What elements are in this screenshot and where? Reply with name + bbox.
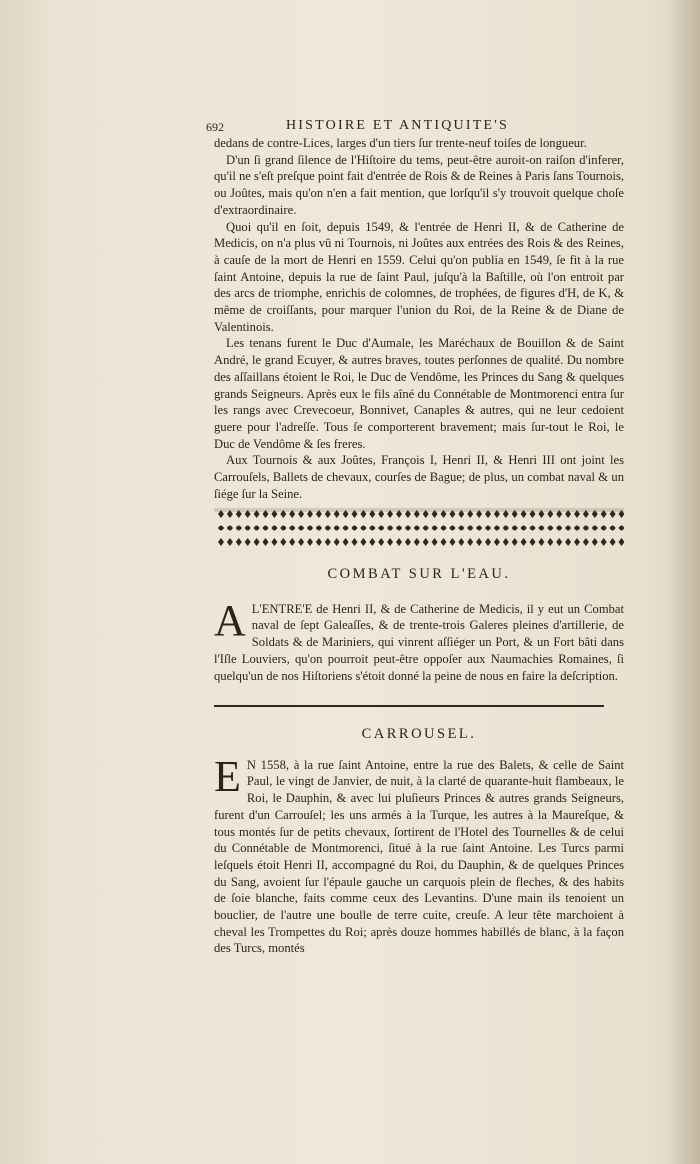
fleuron-glyph [494, 526, 500, 531]
fleuron-glyph [245, 538, 251, 546]
fleuron-glyph [298, 526, 304, 531]
fleuron-glyph [556, 538, 562, 546]
fleuron-glyph [227, 538, 233, 546]
fleuron-glyph [512, 538, 518, 546]
fleuron-glyph [485, 538, 491, 546]
fleuron-glyph [236, 538, 242, 546]
fleuron-glyph [423, 526, 429, 531]
fleuron-glyph [263, 538, 269, 546]
fleuron-glyph [512, 526, 518, 531]
fleuron-glyph [360, 538, 366, 546]
drop-cap: A [214, 595, 246, 645]
fleuron-glyph [405, 526, 411, 531]
fleuron-glyph [289, 538, 295, 546]
fleuron-glyph [325, 526, 331, 531]
section-title: COMBAT SUR L'EAU. [327, 566, 511, 582]
running-title: HISTOIRE ET ANTIQUITE'S [286, 118, 509, 133]
fleuron-glyph [432, 526, 438, 531]
fleuron-glyph [352, 538, 358, 546]
fleuron-glyph [485, 526, 491, 531]
fleuron-glyph [476, 526, 482, 531]
fleuron-glyph [334, 538, 340, 546]
fleuron-glyph [227, 526, 233, 531]
paragraph: D'un ſi grand ſilence de l'Hiſtoire du tems, peut-être auroit-on raiſon d'inferer, qu'il ne s'eſt preſque point fait d'entrée de Rois & de Reines à Paris ſans Tournois, ou Joûtes, mais qu'on n'en a fait mention, que lorſqu'il s'y trouvoit quelque choſe d'extraordinaire. [214, 152, 625, 217]
fleuron-glyph [414, 538, 420, 546]
fleuron-glyph [556, 526, 562, 531]
fleuron-glyph [565, 538, 571, 546]
fleuron-glyph [369, 538, 375, 546]
fleuron-glyph [574, 538, 580, 546]
fleuron-glyph [334, 526, 340, 531]
fleuron-glyph [218, 526, 224, 531]
fleuron-glyph [352, 526, 358, 531]
fleuron-glyph [254, 526, 260, 531]
fleuron-glyph [405, 538, 411, 546]
fleuron-glyph [583, 538, 589, 546]
section-title: CARROUSEL. [361, 726, 477, 742]
fleuron-glyph [458, 538, 464, 546]
fleuron-glyph [218, 538, 224, 546]
fleuron-glyph [503, 538, 509, 546]
fleuron-glyph [521, 538, 527, 546]
body-text-top [214, 135, 624, 502]
paragraph: Quoi qu'il en ſoit, depuis 1549, & l'entrée de Henri II, & de Catherine de Medicis, on n'a plus vû ni Tournois, ni Joûtes aux entrées des Rois & des Reines, à cauſe de la mort de Henri en 1559. Celui qu'on publia en 1549, ſe fit à la rue ſaint Antoine, depuis la rue de ſaint Paul, juſqu'à la Baſtille, où l'on entroit par des arcs de triomphe, enrichis de colomnes, de trophées, de figures d'H, de K, & même de croiſſants, pour marquer l'union du Roi, de la Reine & de Diane de Valentinois. [214, 219, 624, 334]
fleuron-glyph [601, 538, 607, 546]
fleuron-glyph [601, 526, 607, 531]
fleuron-glyph [610, 526, 616, 531]
fleuron-glyph [458, 526, 464, 531]
fleuron-glyph [387, 526, 393, 531]
fleuron-glyph [307, 526, 313, 531]
section-combat [214, 566, 624, 684]
fleuron-glyph [396, 526, 402, 531]
paragraph: Aux Tournois & aux Joûtes, François I, Henri II, & Henri III ont joint les Carrouſels, Ballets de chevaux, courſes de Bague; de plus, un combat naval & un ſiége ſur la Seine. [214, 453, 624, 501]
fleuron-glyph [503, 526, 509, 531]
fleuron-glyph [387, 538, 393, 546]
fleuron-glyph [467, 538, 473, 546]
section-rule [214, 705, 604, 707]
fleuron-glyph [280, 526, 286, 531]
fleuron-glyph [530, 526, 536, 531]
fleuron-glyph [271, 538, 277, 546]
fleuron-glyph [441, 526, 447, 531]
running-header [206, 118, 626, 136]
fleuron-glyph [396, 538, 402, 546]
paragraph: dedans de contre-Lices, larges d'un tiers ſur trente-neuf toiſes de longueur. [214, 136, 587, 150]
fleuron-glyph [547, 538, 553, 546]
fleuron-glyph [538, 538, 544, 546]
fleuron-glyph [360, 526, 366, 531]
fleuron-glyph [583, 526, 589, 531]
section-text: N 1558, à la rue ſaint Antoine, entre la rue des Balets, & celle de Saint Paul, le vingt de Janvier, de nuit, à la clarté de quarante-huit flambeaux, le Roi, le Dauphin, & avec lui pluſieurs Princes & autres grands Seigneurs, furent d'un Carrouſel; les uns armés à la Turque, les autres à la Maureſque, & tous montés ſur de petits chevaux, ſortirent de l'Hotel des Tournelles & de celui du Connétable de Montmorenci, ſitué à la rue ſaint Antoine. Les Turcs parmi leſquels étoit Henri II, accompagné du Roi, du Dauphin, & de quelques Princes du Sang, avoient ſur l'épaule gauche un carquois plein de fleches, & des habits de ſoie blanche, faits comme ceux des Levantins. D'une main ils tenoient un bouclier, de l'autre une boulle de terre cuite, creuſe. A leur tête marchoient à cheval les Trompettes du Roi; après douze hommes habillés de blanc, à la façon des Turcs, montés [214, 757, 624, 956]
fleuron-glyph [441, 538, 447, 546]
fleuron-glyph [565, 526, 571, 531]
fleuron-glyph [610, 538, 616, 546]
decorative-ornament-band [214, 502, 624, 550]
fleuron-glyph [280, 538, 286, 546]
fleuron-glyph [467, 526, 473, 531]
fleuron-glyph [343, 538, 349, 546]
fleuron-glyph [547, 526, 553, 531]
fleuron-glyph [325, 538, 331, 546]
fleuron-glyph [432, 538, 438, 546]
fleuron-glyph [316, 526, 322, 531]
fleuron-glyph [378, 526, 384, 531]
fleuron-glyph [619, 526, 625, 531]
fleuron-glyph [538, 526, 544, 531]
paragraph: Les tenans furent le Duc d'Aumale, les Maréchaux de Bouillon & de Saint André, le grand Ecuyer, & autres braves, toutes perſonnes de qualité. Du nombre des aſſaillans étoient le Roi, le Duc de Vendôme, les Princes du Sang & quelques grands Seigneurs. Après eux le fils aîné du Connétable de Montmorenci entra ſur les rangs avec Crevecoeur, Bonnivet, Canaples & autres, qui ne leur cedoient guere pour l'adreſſe. Tous ſe comporterent bravement; mais ſur-tout le Roi, le Duc de Vendôme & ſes freres. [214, 336, 624, 451]
fleuron-glyph [449, 526, 455, 531]
fleuron-glyph [236, 526, 242, 531]
fleuron-glyph [574, 526, 580, 531]
fleuron-glyph [423, 538, 429, 546]
fleuron-glyph [619, 538, 625, 546]
section-text: L'ENTRE'E de Henri II, & de Catherine de Medicis, il y eut un Combat naval de ſept Galeaſſes, & de trente-trois Galeres pleines d'artillerie, de Soldats & de Mariniers, qui vinrent aſſiéger un Port, & un Fort bâti dans l'Iſle Louviers, qu'on pourroit peut-être oppoſer aux Naumachies Romaines, ſi quelqu'un de nos Hiſtoriens s'étoit donné la peine de nous en faire la deſcription. [214, 601, 624, 683]
fleuron-glyph [378, 538, 384, 546]
fleuron-glyph [263, 526, 269, 531]
fleuron-glyph [289, 526, 295, 531]
fleuron-glyph [298, 538, 304, 546]
fleuron-glyph [316, 538, 322, 546]
fleuron-glyph [494, 538, 500, 546]
fleuron-glyph [449, 538, 455, 546]
fleuron-glyph [369, 526, 375, 531]
fleuron-glyph [245, 526, 251, 531]
fleuron-glyph [476, 538, 482, 546]
fleuron-glyph [414, 526, 420, 531]
fleuron-glyph [592, 538, 598, 546]
page-gutter-shadow [670, 0, 700, 1164]
fleuron-glyph [271, 526, 277, 531]
section-carrousel [214, 726, 624, 957]
drop-cap: E [214, 751, 241, 801]
fleuron-glyph [592, 526, 598, 531]
fleuron-glyph [530, 538, 536, 546]
fleuron-glyph [521, 526, 527, 531]
fleuron-glyph [307, 538, 313, 546]
page-number: 692 [206, 120, 224, 134]
fleuron-glyph [254, 538, 260, 546]
fleuron-glyph [343, 526, 349, 531]
